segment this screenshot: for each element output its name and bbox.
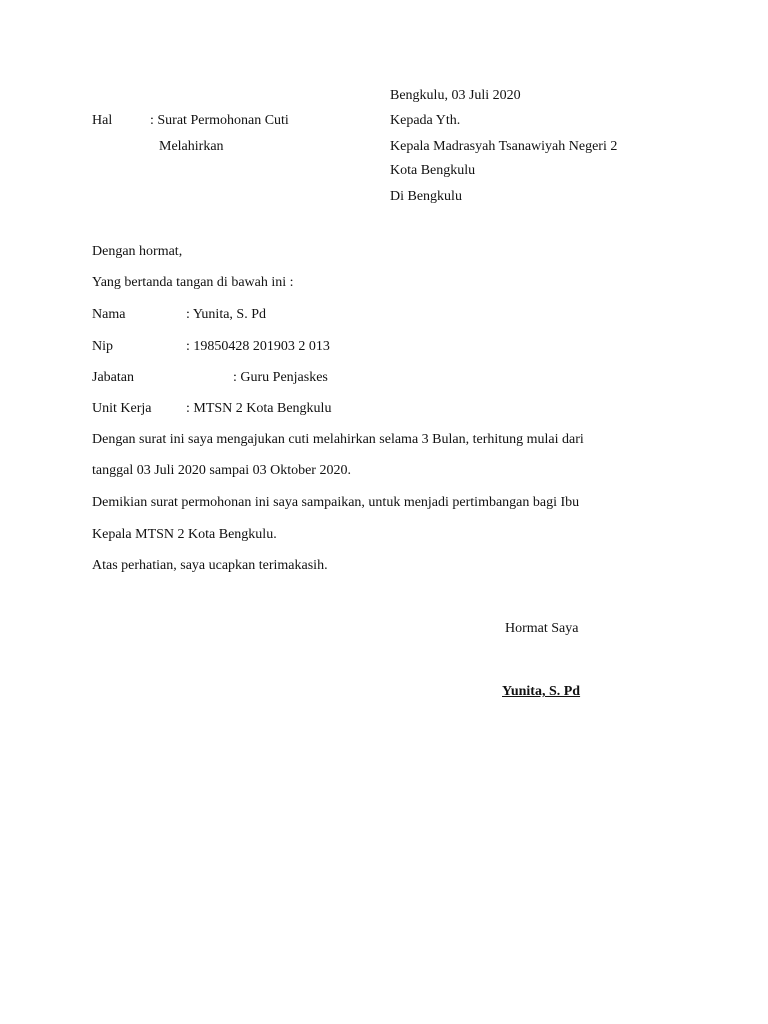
subject-label: Hal xyxy=(92,113,113,128)
field-label-unit-kerja: Unit Kerja xyxy=(92,401,152,416)
recipient-line-4: Di Bengkulu xyxy=(390,189,462,204)
signature-salutation: Hormat Saya xyxy=(505,621,579,636)
recipient-line-1: Kepada Yth. xyxy=(390,113,461,128)
place-date: Bengkulu, 03 Juli 2020 xyxy=(390,88,521,103)
field-value-nip: : 19850428 201903 2 013 xyxy=(186,339,330,354)
paragraph-1-line-1: Dengan surat ini saya mengajukan cuti melahirkan selama 3 Bulan, terhitung mulai dari xyxy=(92,432,584,447)
intro-line: Yang bertanda tangan di bawah ini : xyxy=(92,275,294,290)
field-value-nama: : Yunita, S. Pd xyxy=(186,307,266,322)
field-label-jabatan: Jabatan xyxy=(92,370,134,385)
field-value-jabatan: : Guru Penjaskes xyxy=(233,370,328,385)
recipient-line-2: Kepala Madrasyah Tsanawiyah Negeri 2 xyxy=(390,139,618,154)
paragraph-2-line-1: Demikian surat permohonan ini saya sampaikan, untuk menjadi pertimbangan bagi Ibu xyxy=(92,495,580,510)
greeting: Dengan hormat, xyxy=(92,244,183,259)
paragraph-1-line-2: tanggal 03 Juli 2020 sampai 03 Oktober 2020. xyxy=(92,463,351,478)
paragraph-2-line-2: Kepala MTSN 2 Kota Bengkulu. xyxy=(92,527,277,542)
field-label-nama: Nama xyxy=(92,307,126,322)
signature-name: Yunita, S. Pd xyxy=(502,684,581,699)
recipient-line-3: Kota Bengkulu xyxy=(390,163,476,178)
closing-line: Atas perhatian, saya ucapkan terimakasih. xyxy=(92,558,328,573)
field-label-nip: Nip xyxy=(92,339,113,354)
subject-line-2: Melahirkan xyxy=(159,139,224,154)
field-value-unit-kerja: : MTSN 2 Kota Bengkulu xyxy=(186,401,332,416)
subject-line-1: : Surat Permohonan Cuti xyxy=(150,113,289,128)
